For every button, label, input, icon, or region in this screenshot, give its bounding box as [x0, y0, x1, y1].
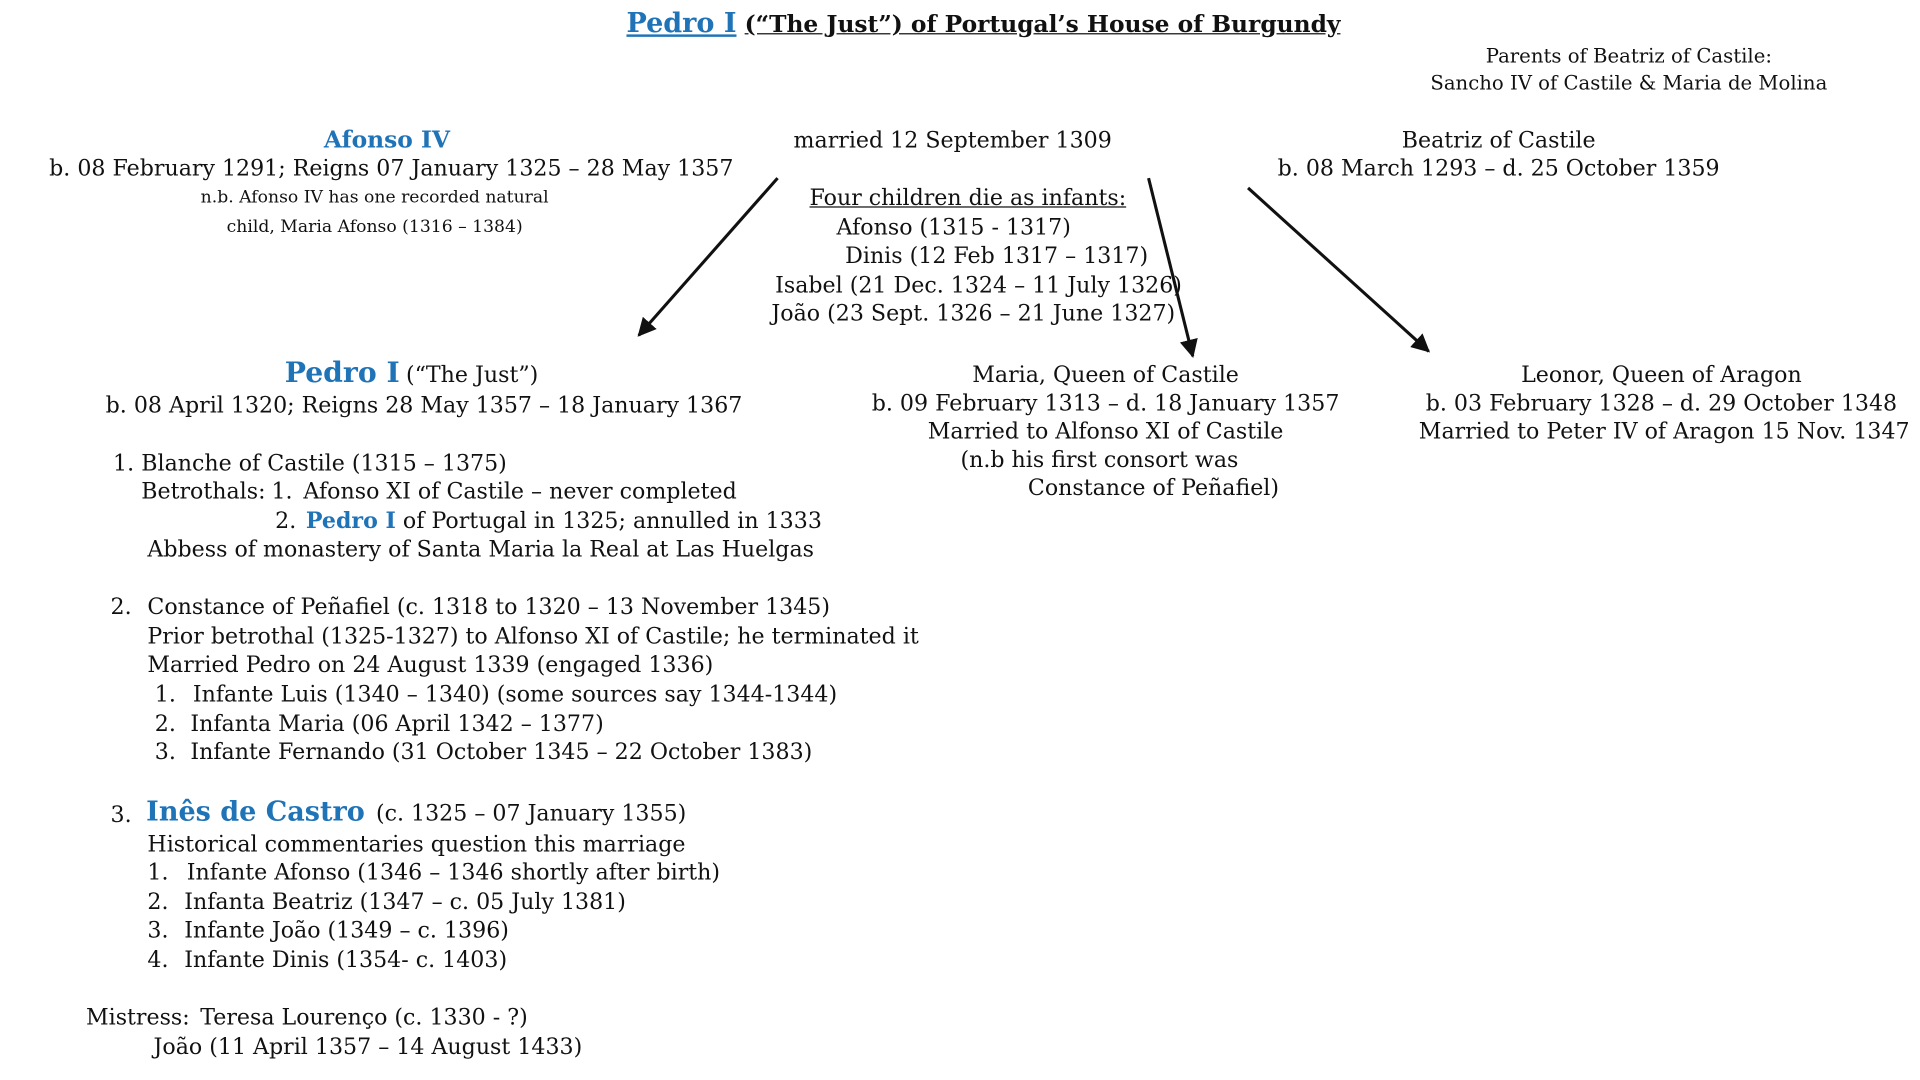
pedro-name: Pedro I — [284, 356, 400, 390]
spouse2-num: 2. — [110, 594, 132, 621]
spouse2-married: Married Pedro on 24 August 1339 (engaged 1336) — [147, 652, 714, 679]
maria-block — [860, 361, 1351, 502]
beatriz-parents-line1: Parents of Beatriz of Castile: — [1485, 44, 1772, 68]
spouse1-betrothal1: Afonso XI of Castile – never completed — [303, 479, 737, 505]
spouse1-betrothals-label: Betrothals: — [141, 479, 266, 505]
spouse2-name: Constance of Peñafiel (c. 1318 to 1320 – 13 November 1345) — [147, 594, 830, 621]
maria-line1: Maria, Queen of Castile — [972, 362, 1239, 389]
spouse3-dates: (c. 1325 – 07 January 1355) — [375, 800, 687, 827]
spouse2-child1: Infante Luis (1340 – 1340) (some sources say 1344-1344) — [192, 681, 838, 708]
father-dates: b. 08 February 1291; Reigns 07 January 1325 – 28 May 1357 — [49, 156, 734, 182]
father-note-line2: child, Maria Afonso (1316 – 1384) — [226, 217, 523, 238]
maria-line2: b. 09 February 1313 – d. 18 January 1357 — [871, 390, 1340, 417]
mother-name: Beatriz of Castile — [1401, 127, 1596, 154]
beatriz-parents-line2: Sancho IV of Castile & Maria de Molina — [1430, 71, 1828, 95]
marriage-label: married 12 September 1309 — [793, 127, 1112, 154]
spouse3-note: Historical commentaries question this marriage — [147, 831, 686, 858]
infant-2: Dinis (12 Feb 1317 – 1317) — [845, 243, 1149, 270]
spouse3-child3-num: 3. — [147, 917, 169, 944]
spouse1-betrothal1-num: 1. — [271, 479, 293, 505]
spouse3-num: 3. — [110, 802, 132, 828]
infant-3: Isabel (21 Dec. 1324 – 11 July 1326) — [775, 272, 1182, 299]
spouse3-header — [146, 795, 686, 829]
father-note-line1: n.b. Afonso IV has one recorded natural — [200, 187, 549, 208]
leonor-line2: b. 03 February 1328 – d. 29 October 1348 — [1425, 390, 1898, 417]
maria-line5: Constance of Peñafiel) — [1027, 475, 1279, 502]
spouse1-betrothal2-num: 2. — [275, 508, 297, 535]
spouse3-child1: Infante Afonso (1346 – 1346 shortly after birth) — [186, 859, 721, 886]
arrow-to-pedro — [639, 178, 778, 335]
infants-heading: Four children die as infants: — [809, 185, 1127, 212]
spouse2-child3: Infante Fernando (31 October 1345 – 22 October 1383) — [190, 739, 813, 766]
spouse2-child1-num: 1. — [154, 681, 176, 708]
mistress-name: Teresa Lourenço (c. 1330 - ?) — [200, 1004, 528, 1031]
maria-line3: Married to Alfonso XI of Castile — [927, 418, 1284, 445]
arrow-to-maria — [1149, 178, 1193, 356]
spouse3-child3: Infante João (1349 – c. 1396) — [184, 917, 509, 944]
arrow-to-leonor — [1248, 188, 1429, 351]
mistress-child: João (11 April 1357 – 14 August 1433) — [153, 1034, 583, 1061]
leonor-line1: Leonor, Queen of Aragon — [1521, 362, 1802, 389]
spouse1-name: Blanche of Castile (1315 – 1375) — [141, 450, 507, 477]
spouse3-child2: Infanta Beatriz (1347 – c. 05 July 1381) — [184, 889, 626, 916]
spouse1-betrothal2 — [306, 507, 822, 535]
infant-1: Afonso (1315 - 1317) — [836, 214, 1071, 241]
infant-4: João (23 Sept. 1326 – 21 June 1327) — [771, 300, 1176, 327]
spouse3-name: Inês de Castro — [146, 796, 365, 828]
spouse2-child2-num: 2. — [154, 711, 176, 738]
spouse3-child4-num: 4. — [147, 947, 169, 973]
spouse1-num: 1. — [113, 450, 135, 477]
leonor-block — [1418, 361, 1910, 446]
pedro-epithet: (“The Just”) — [405, 362, 539, 389]
spouse2-betrothal: Prior betrothal (1325-1327) to Alfonso XI of Castile; he terminated it — [147, 624, 919, 650]
spouse1-abbess: Abbess of monastery of Santa Maria la Real at Las Huelgas — [147, 536, 815, 563]
spouse2-child2: Infanta Maria (06 April 1342 – 1377) — [190, 711, 604, 738]
pedro-dates: b. 08 April 1320; Reigns 28 May 1357 – 18 January 1367 — [105, 393, 743, 419]
mother-dates: b. 08 March 1293 – d. 25 October 1359 — [1277, 156, 1720, 182]
mistress-label: Mistress: — [85, 1004, 190, 1031]
spouse3-child1-num: 1. — [147, 859, 169, 886]
spouse1-betrothal2-name: Pedro I — [305, 508, 396, 535]
leonor-line3: Married to Peter IV of Aragon 15 Nov. 1347 — [1418, 418, 1910, 445]
title-name: Pedro I — [626, 7, 737, 40]
spouse3-child4: Infante Dinis (1354- c. 1403) — [184, 947, 508, 973]
spouse1-betrothal2-rest: of Portugal in 1325; annulled in 1333 — [402, 508, 822, 535]
maria-line4: (n.b his first consort was — [960, 447, 1239, 473]
spouse3-child2-num: 2. — [147, 889, 169, 916]
pedro-header — [74, 356, 750, 390]
title-rest: (“The Just”) of Portugal’s House of Burgundy — [744, 11, 1341, 39]
father-name: Afonso IV — [323, 126, 451, 154]
spouse2-child3-num: 3. — [154, 739, 176, 766]
